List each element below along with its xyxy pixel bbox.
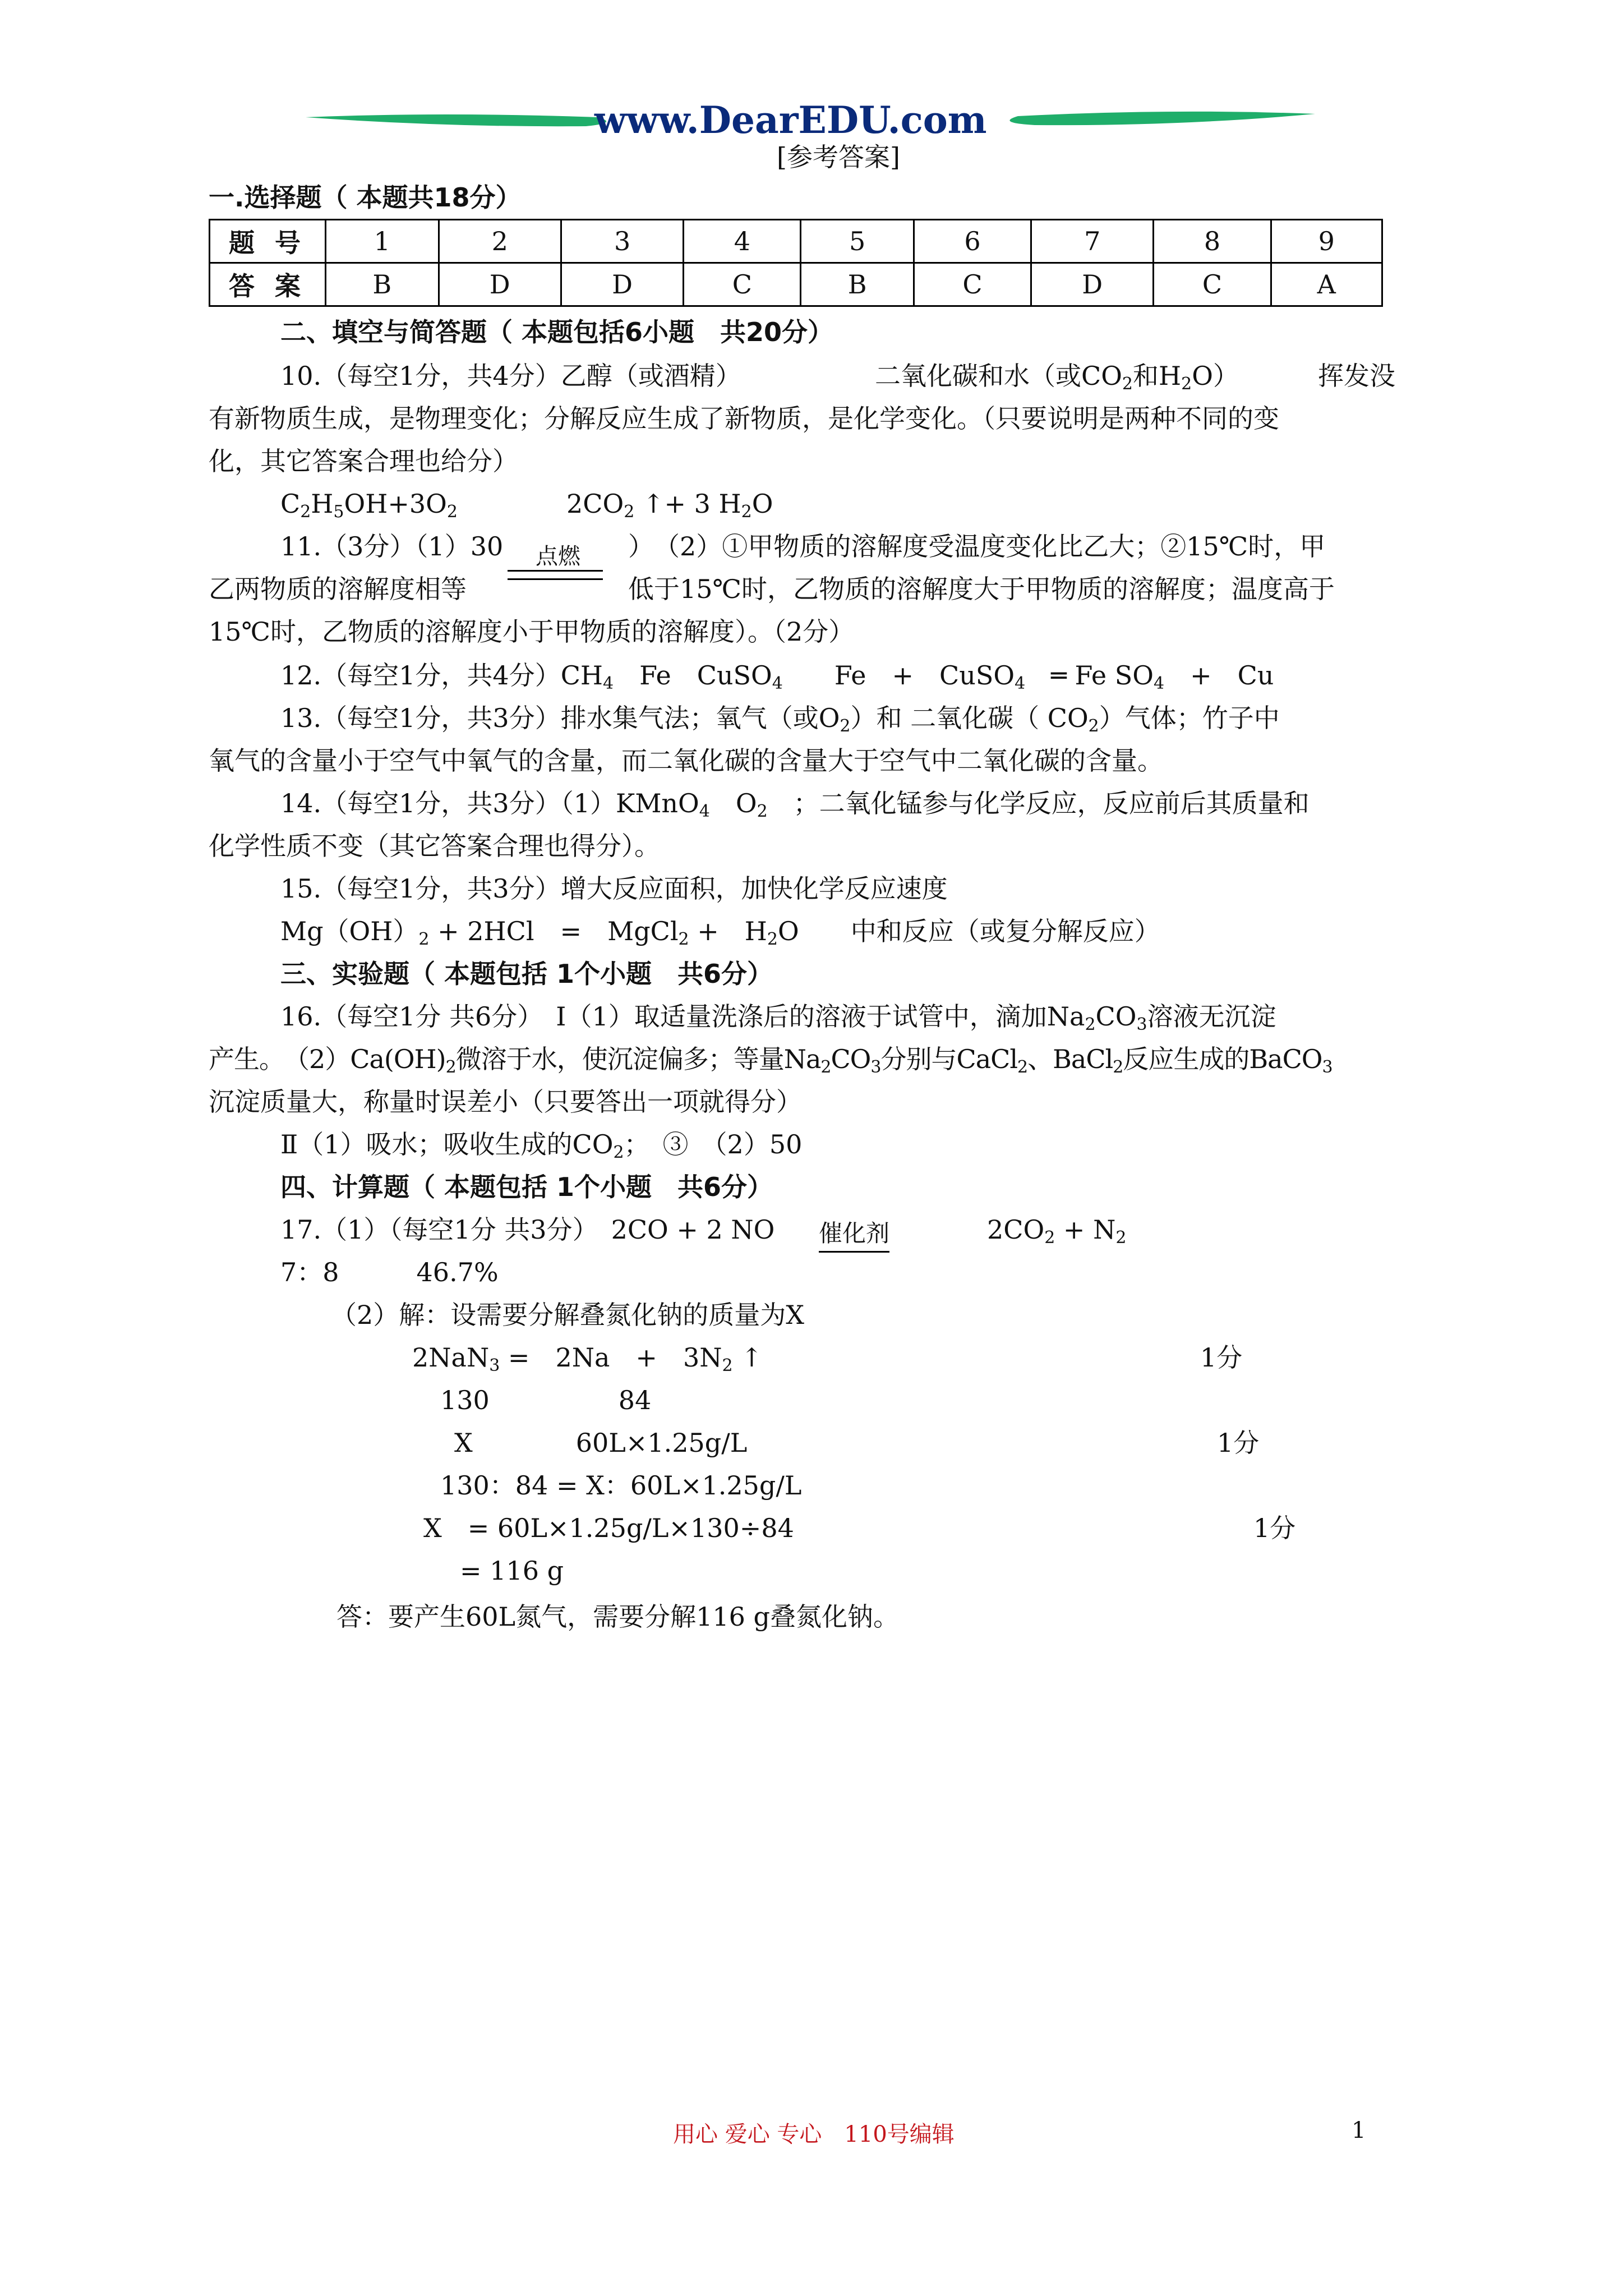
score-label: 1分 [1253, 1513, 1296, 1543]
row-label-answer: 答 案 [210, 263, 326, 306]
score-label: 1分 [1200, 1342, 1243, 1373]
table-cell: C [1154, 263, 1271, 306]
q10-answer2: 二氧化碳和水（或$CO_2$和$H_2O$） [875, 361, 1239, 394]
q11-line2a: 乙两物质的溶解度相等 [209, 574, 467, 604]
q16-line3: 沉淀质量大，称量时误差小（只要答出一项就得分） [209, 1087, 802, 1117]
table-cell: C [684, 263, 801, 306]
q16-line1: 16.（每空1分 共6分） Ⅰ（1）取适量洗涤后的溶液于试管中，滴加$Na_2CO_3$溶液无沉淀 [280, 1001, 1276, 1034]
calc-proportion: 130：84 = X：60L×1.25g/L [440, 1470, 802, 1501]
q10-line2: 有新物质生成，是物理变化；分解反应生成了新物质，是化学变化。（只要说明是两种不同的变 [209, 403, 1279, 434]
table-cell: 7 [1031, 220, 1154, 263]
section4-title: 四、计算题（ 本题包括 1个小题 共6分） [280, 1172, 773, 1202]
score-label: 1分 [1217, 1428, 1260, 1458]
q11-line3: 15℃时，乙物质的溶解度小于甲物质的溶解度）。（2分） [209, 616, 855, 647]
q14-line1: 14.（每空1分，共3分）（1）KMnO$_4$ $O_2$ ；二氧化锰参与化学反应，反应前后其质量和 [280, 788, 1310, 821]
final-answer: 答：要产生60L氮气，需要分解116 g叠氮化钠。 [336, 1602, 899, 1632]
q10-equation: $C_2H_5OH+3O_2$ [280, 489, 458, 522]
table-cell: A [1271, 263, 1382, 306]
table-row [210, 263, 1382, 306]
table-cell: D [439, 263, 561, 306]
table-cell: 3 [561, 220, 683, 263]
q16-line4: Ⅱ（1）吸水；吸收生成的$CO_2$； ③ （2）50 [280, 1129, 803, 1162]
table-cell: C [914, 263, 1031, 306]
catalyst-condition-label: 催化剂 [819, 1215, 889, 1253]
page-number: 1 [1352, 2118, 1366, 2143]
q10-line1: 10.（每空1分，共4分）乙醇（或酒精） [280, 361, 741, 391]
section1-title: 一.选择题（ 本题共18分） [209, 182, 522, 213]
answer-key-title: [参考答案] [777, 142, 900, 172]
q11-line2b: 低于15℃时，乙物质的溶解度大于甲物质的溶解度；温度高于 [628, 574, 1335, 604]
q10-answer3: 挥发没 [1318, 361, 1395, 391]
q17-line2: 7：8 46.7% [280, 1257, 499, 1287]
calc-result: = 116 g [460, 1556, 564, 1586]
q17-line1: 17.（1）（每空1分 共3分） 2CO + 2 NO [280, 1214, 775, 1245]
site-logo: www.DearEDU.com [594, 98, 987, 142]
footer-text: 用心 爱心 专心 110号编辑 [673, 2122, 955, 2147]
reaction-condition-label: 点燃 [536, 544, 580, 569]
table-cell: 2 [439, 220, 561, 263]
calc-molar-mass: 130 84 [440, 1385, 652, 1415]
q15-line2: $Mg(OH)_2 + 2HCl$ = MgCl$_2$ + $H_2O$ 中和反应（或复分解反应） [280, 916, 1160, 949]
q12-line: 12.（每空1分，共4分）$CH_4$ Fe CuSO$_4$ Fe + CuSO$_4$ ═ Fe $SO_4$ + Cu [280, 660, 1274, 693]
table-cell: 4 [684, 220, 801, 263]
table-cell: 5 [801, 220, 914, 263]
q13-line1: 13.（每空1分，共3分）排水集气法；氧气（或$O_2$）和 二氧化碳（ $CO_2$）气体；竹子中 [280, 703, 1280, 736]
q13-line2: 氧气的含量小于空气中氧气的含量，而二氧化碳的含量大于空气中二氧化碳的含量。 [209, 746, 1163, 776]
table-cell: D [561, 263, 683, 306]
table-cell: 9 [1271, 220, 1382, 263]
table-cell: 8 [1154, 220, 1271, 263]
table-cell: B [326, 263, 439, 306]
row-label-question: 题 号 [210, 220, 326, 263]
section2-title: 二、填空与简答题（ 本题包括6小题 共20分） [280, 317, 834, 347]
answer-table [209, 219, 1383, 307]
calc-solve: X = 60L×1.25g/L×130÷84 [423, 1513, 794, 1543]
table-cell: B [801, 263, 914, 306]
q10-line3: 化，其它答案合理也给分） [209, 446, 518, 476]
q11-line1a: 11.（3分）（1）30 [280, 531, 504, 562]
q14-line2: 化学性质不变（其它答案合理也得分）。 [209, 831, 660, 861]
q16-line2: 产生。 $(2)Ca(OH)_2$微溶于水，使沉淀偏多；等量$Na_2CO_3$分别与CaCl$_2$、BaCl$_2$反应生成的BaCO$_3$ [209, 1044, 1332, 1077]
q11-line1b: ） （2）①甲物质的溶解度受温度变化比乙大；②15℃时，甲 [628, 531, 1326, 562]
reaction-equals-sign [508, 570, 603, 580]
table-cell: D [1031, 263, 1154, 306]
q10-equation-products: $2CO_2$ ↑+ 3 $H_2O$ [566, 489, 773, 522]
table-row [210, 220, 1382, 263]
calc-equation: 2NaN$_3$ = 2Na + $3N_2$ ↑ [412, 1342, 763, 1375]
table-cell: 6 [914, 220, 1031, 263]
table-cell: 1 [326, 220, 439, 263]
section3-title: 三、实验题（ 本题包括 1个小题 共6分） [280, 959, 773, 989]
calc-quantities: X 60L×1.25g/L [454, 1428, 748, 1458]
q17-line3: （2）解：设需要分解叠氮化钠的质量为X [331, 1300, 805, 1330]
q17-products: $2CO_2 + N_2$ [987, 1214, 1127, 1248]
q15-line1: 15.（每空1分，共3分）增大反应面积，加快化学反应速度 [280, 873, 948, 904]
